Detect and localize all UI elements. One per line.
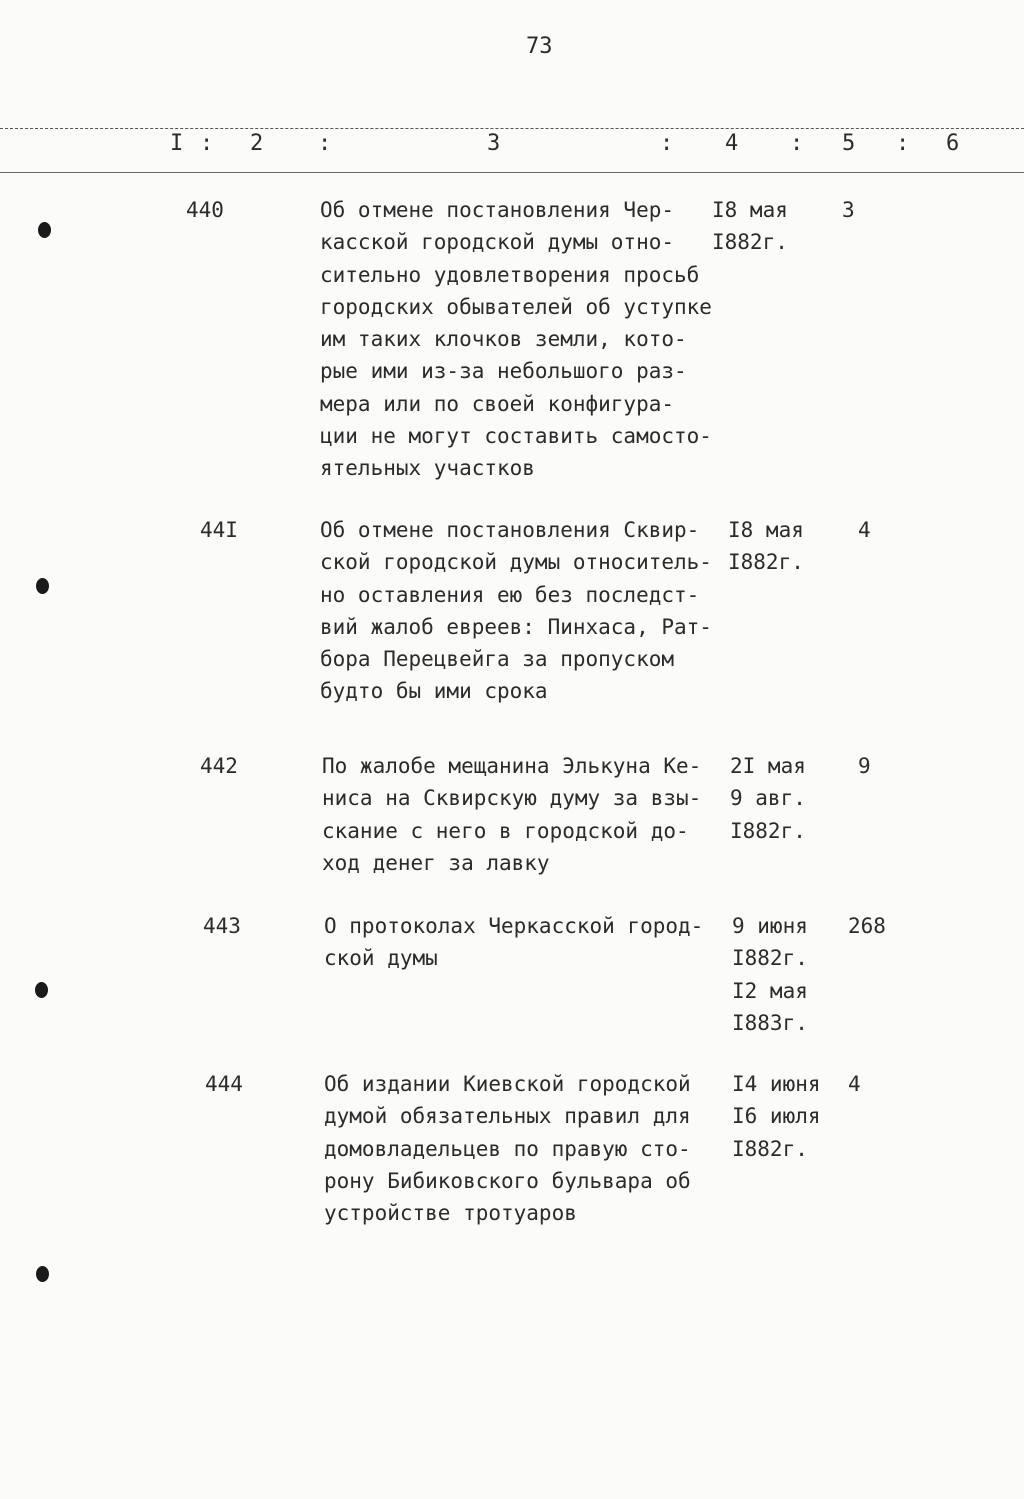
entry-date-line: 2I мая [730, 754, 806, 778]
entry-title [320, 514, 712, 708]
entry-title-line: Об отмене постановления Сквир- [320, 518, 700, 542]
entry-title-line: мера или по своей конфигура- [320, 391, 675, 416]
entry-title-line: домовладельцев по правую сто- [324, 1136, 691, 1161]
entry-date-line: 9 авг. [730, 786, 806, 811]
entry-title [322, 750, 701, 879]
entry-date-line: I882г. [732, 1136, 808, 1161]
entry-date-line: I882г. [730, 818, 806, 843]
column-separator: : [790, 131, 804, 156]
entry-number: 440 [186, 198, 224, 222]
entry-title-line: ской городской думы относитель- [320, 550, 712, 575]
entry-title-line: вий жалоб евреев: Пинхаса, Рат- [320, 614, 712, 639]
entry-title-line: рые ими из-за небольшого раз- [320, 359, 687, 384]
punch-hole-mark [36, 1266, 49, 1282]
entry-date-line: I4 июня [732, 1072, 821, 1096]
entry-title-line: городских обывателей об уступке [320, 294, 712, 319]
punch-hole-mark [36, 578, 49, 594]
entry-title-line: Об отмене постановления Чер- [320, 198, 675, 222]
page-number: 73 [526, 34, 553, 59]
entry-title-line: бора Перецвейга за пропуском [320, 647, 675, 672]
entry-sheet-count: 3 [842, 198, 855, 222]
entry-date-line: I882г. [712, 230, 788, 255]
entry-date-line: I2 мая [732, 978, 808, 1003]
entry-title-line: устройстве тротуаров [324, 1201, 577, 1226]
entry-title-line: но оставления ею без последст- [320, 582, 700, 607]
entry-title-line: По жалобе мещанина Элькуна Ке- [322, 754, 702, 778]
entry-title [320, 194, 712, 485]
entry-sheet-count: 9 [858, 754, 871, 778]
header-top-rule [0, 128, 1024, 129]
column-separator: : [200, 131, 214, 156]
entry-title-line: рону Бибиковского бульвара об [324, 1168, 691, 1193]
entry-title-line: Об издании Киевской городской [324, 1072, 691, 1096]
entry-title-line: ятельных участков [320, 456, 535, 481]
entry-sheet-count: 4 [848, 1072, 861, 1096]
column-header-5: 5 [842, 131, 856, 156]
entry-dates [712, 194, 788, 259]
entry-date-line: I883г. [732, 1010, 808, 1035]
entry-title-line: ход денег за лавку [322, 850, 550, 875]
column-separator: : [318, 131, 332, 156]
column-header-1: I [170, 131, 184, 156]
entry-number: 442 [200, 754, 238, 778]
entry-number: 444 [205, 1072, 243, 1096]
entry-dates [728, 514, 804, 579]
entry-title-line: ции не могут составить самосто- [320, 424, 712, 449]
entry-sheet-count: 4 [858, 518, 871, 542]
entry-title-line: О протоколах Черкасской город- [324, 914, 704, 938]
entry-title-line: касской городской думы отно- [320, 230, 675, 255]
entry-date-line: I6 июля [732, 1104, 821, 1129]
column-separator: : [896, 131, 910, 156]
entry-number: 44I [200, 518, 238, 542]
entry-date-line: I8 мая [728, 518, 804, 542]
entry-title-line: будто бы ими срока [320, 679, 548, 704]
punch-hole-mark [38, 222, 51, 238]
entry-date-line: I8 мая [712, 198, 788, 222]
entry-title [324, 1068, 691, 1229]
entry-title [324, 910, 703, 975]
entry-title-line: скание с него в городской до- [322, 818, 689, 843]
entry-date-line: I882г. [728, 550, 804, 575]
column-header-4: 4 [725, 131, 739, 156]
header-bottom-rule [0, 172, 1024, 173]
entry-title-line: ской думы [324, 946, 438, 971]
entry-title-line: им таких клочков земли, кото- [320, 327, 687, 352]
entry-title-line: думой обязательных правил для [324, 1104, 691, 1129]
entry-title-line: ниса на Сквирскую думу за взы- [322, 786, 702, 811]
entry-date-line: I882г. [732, 946, 808, 971]
entry-dates [732, 910, 808, 1039]
entry-dates [732, 1068, 821, 1165]
punch-hole-mark [35, 982, 48, 998]
entry-number: 443 [203, 914, 241, 938]
column-separator: : [660, 131, 674, 156]
column-header-3: 3 [487, 131, 501, 156]
entry-sheet-count: 268 [848, 914, 886, 938]
entry-title-line: сительно удовлетворения просьб [320, 262, 700, 287]
column-header-6: 6 [946, 131, 960, 156]
column-header-2: 2 [250, 131, 264, 156]
entry-dates [730, 750, 806, 847]
entry-date-line: 9 июня [732, 914, 808, 938]
